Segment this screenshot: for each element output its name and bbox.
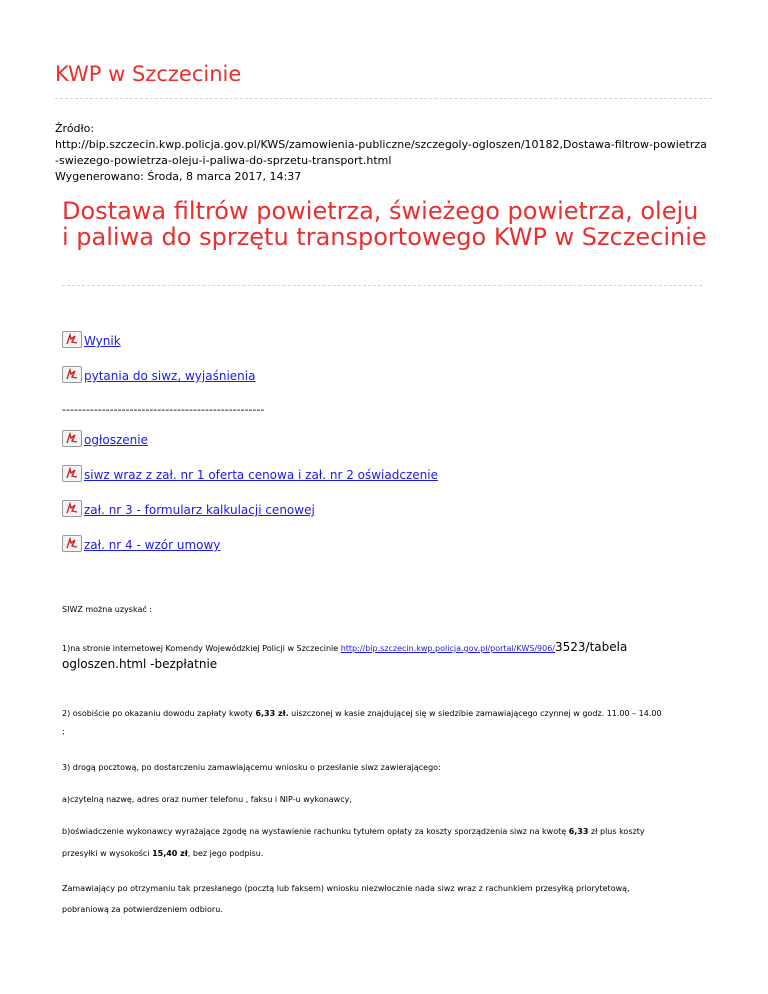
site-title: KWP w Szczecinie [55, 62, 242, 86]
attachment-link-wynik[interactable]: Wynik [84, 334, 121, 348]
paragraph-3: 3) drogą pocztową, po dostarczeniu zamawiającemu wniosku o przesłanie siwz zawierającego: [62, 763, 441, 772]
paragraph-closing-line-2: pobraniową za potwierdzeniem odbioru. [62, 905, 223, 914]
pdf-icon [62, 500, 82, 517]
separator-line: --------------------------------------------------- [62, 403, 265, 416]
attachment-item[interactable] [62, 366, 255, 383]
kwp-portal-link[interactable]: http://bip.szczecin.kwp.policja.gov.pl/portal/KWS/906/ [340, 644, 555, 653]
generated-timestamp: Wygenerowano: Środa, 8 marca 2017, 14:37 [55, 170, 302, 183]
title-divider [62, 285, 702, 286]
paragraph-2-text: 2) osobiście po okazaniu dowodu zapłaty kwoty [62, 709, 256, 718]
source-meta [55, 121, 725, 185]
paragraph-2-line-2: ; [62, 727, 65, 736]
document-title: Dostawa filtrów powietrza, świeżego powietrza, oleju i paliwa do sprzętu transportowego KWP w Szczecinie [62, 197, 707, 251]
attachment-item[interactable] [62, 430, 148, 447]
paragraph-b-amount: 6,33 [568, 827, 589, 836]
header-divider [55, 98, 712, 99]
paragraph-b2-text: przesyłki w wysokości [62, 849, 153, 858]
attachment-item[interactable] [62, 331, 121, 348]
paragraph-1-line-2: ogloszen.html -bezpłatnie [62, 657, 218, 671]
attachment-item[interactable] [62, 465, 438, 482]
pdf-icon [62, 465, 82, 482]
pdf-icon [62, 430, 82, 447]
attachment-link-siwz[interactable]: siwz wraz z zał. nr 1 oferta cenowa i zał. nr 2 oświadczenie [84, 468, 438, 482]
attachment-item[interactable] [62, 535, 220, 552]
paragraph-1 [62, 640, 627, 654]
source-url-line-1: http://bip.szczecin.kwp.policja.gov.pl/KWS/zamowienia-publiczne/szczegoly-ogloszen/10182,Dostawa-filtrow-powietrza [55, 138, 707, 151]
paragraph-2-text-b: uiszczonej w kasie znajdującej się w siedzibie zamawiającego czynnej w godz. 11.00 – 14.00 [288, 709, 662, 718]
paragraph-b-text: b)oświadczenie wykonawcy wyrażające zgodę na wystawienie rachunku tytułem opłaty za koszty sporządzenia siwz na kwotę [62, 827, 569, 836]
paragraph-1-text: 1)na stronie internetowej Komendy Wojewódzkiej Policji w Szczecinie [62, 644, 341, 653]
paragraph-2-amount: 6,33 zł. [255, 709, 289, 718]
attachment-link-pytania[interactable]: pytania do siwz, wyjaśnienia [84, 369, 256, 383]
source-label: Źródło: [55, 122, 95, 135]
pdf-icon [62, 535, 82, 552]
attachment-item[interactable] [62, 500, 315, 517]
attachment-link-zal-4[interactable]: zał. nr 4 - wzór umowy [84, 538, 221, 552]
paragraph-b-text-b: zł plus koszty [588, 827, 645, 836]
paragraph-b [62, 827, 645, 836]
paragraph-b-line-2 [62, 849, 263, 858]
paragraph-b2-amount: 15,40 zł [152, 849, 188, 858]
paragraph-closing-line-1: Zamawiający po otrzymaniu tak przesłanego (pocztą lub faksem) wniosku niezwłocznie nada siwz wraz z rachunkiem przesyłką priorytetową, [62, 884, 630, 893]
paragraph-1-tail: 3523/tabela [555, 640, 628, 654]
paragraph-a: a)czytelną nazwę, adres oraz numer telefonu , faksu i NIP-u wykonawcy, [62, 795, 352, 804]
attachment-link-ogloszenie[interactable]: ogłoszenie [84, 433, 148, 447]
source-url-line-2: -swiezego-powietrza-oleju-i-paliwa-do-sprzetu-transport.html [55, 154, 392, 167]
pdf-icon [62, 331, 82, 348]
pdf-icon [62, 366, 82, 383]
attachment-link-zal-3[interactable]: zał. nr 3 - formularz kalkulacji cenowej [84, 503, 315, 517]
paragraph-intro: SIWZ można uzyskać : [62, 605, 152, 614]
paragraph-b2-text-b: , bez jego podpisu. [187, 849, 264, 858]
paragraph-2 [62, 709, 662, 718]
